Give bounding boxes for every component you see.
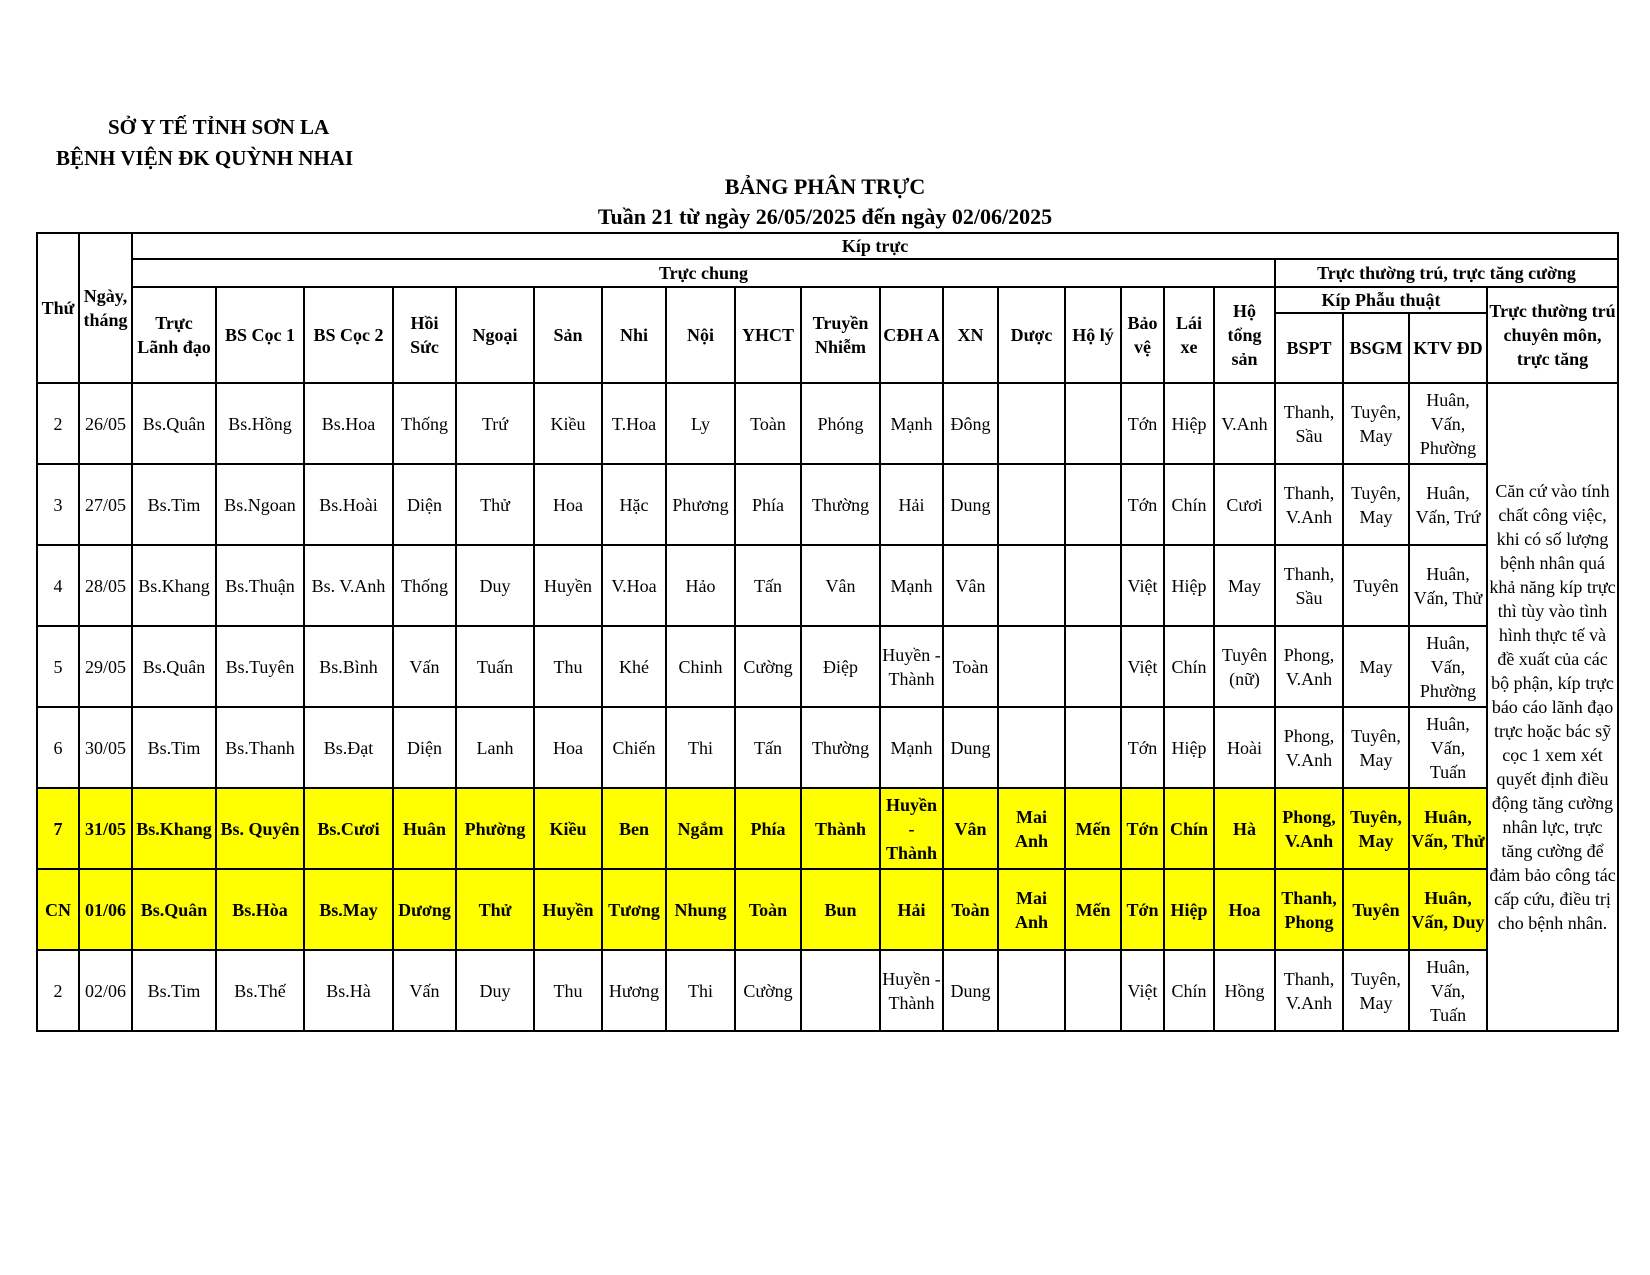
duty-cell: Bs.Hoài bbox=[304, 464, 393, 545]
table-row bbox=[37, 869, 1618, 950]
duty-cell: Mạnh bbox=[880, 707, 943, 788]
duty-cell: Thử bbox=[456, 464, 534, 545]
column-header: YHCT bbox=[735, 287, 801, 383]
day-of-week-cell: 5 bbox=[37, 626, 79, 707]
duty-cell: Huân, Vấn, Thử bbox=[1409, 788, 1487, 869]
column-header: Hồi Sức bbox=[393, 287, 456, 383]
org-line-1: SỞ Y TẾ TỈNH SƠN LA bbox=[108, 115, 330, 139]
duty-cell: Chín bbox=[1164, 950, 1214, 1031]
duty-cell bbox=[1065, 707, 1121, 788]
duty-cell: Thi bbox=[666, 707, 735, 788]
duty-cell: Vấn bbox=[393, 950, 456, 1031]
duty-cell: Bs.Quân bbox=[132, 383, 216, 464]
duty-cell: V.Anh bbox=[1214, 383, 1275, 464]
duty-cell: Bs.Khang bbox=[132, 545, 216, 626]
duty-cell: Thanh, Phong bbox=[1275, 869, 1343, 950]
duty-cell: Mạnh bbox=[880, 545, 943, 626]
duty-cell: Tương bbox=[602, 869, 666, 950]
duty-cell: Huyền - Thành bbox=[880, 788, 943, 869]
header-ngay: Ngày, tháng bbox=[79, 233, 132, 383]
duty-cell: Thanh, Sầu bbox=[1275, 383, 1343, 464]
duty-cell bbox=[1065, 545, 1121, 626]
duty-cell: Huyền -Thành bbox=[880, 626, 943, 707]
duty-cell: Toàn bbox=[943, 869, 998, 950]
duty-cell: Huân, Vấn, Tuấn bbox=[1409, 707, 1487, 788]
duty-cell: Bs.Tim bbox=[132, 707, 216, 788]
column-header: CĐH A bbox=[880, 287, 943, 383]
duty-cell: Chín bbox=[1164, 626, 1214, 707]
duty-cell: Phong, V.Anh bbox=[1275, 707, 1343, 788]
duty-cell: Cươi bbox=[1214, 464, 1275, 545]
duty-cell: Việt bbox=[1121, 950, 1164, 1031]
duty-cell: Phương bbox=[666, 464, 735, 545]
duty-cell: Cường bbox=[735, 950, 801, 1031]
duty-cell: Vân bbox=[801, 545, 880, 626]
duty-cell: Hà bbox=[1214, 788, 1275, 869]
duty-cell: Thống bbox=[393, 383, 456, 464]
duty-cell: Tớn bbox=[1121, 464, 1164, 545]
duty-cell: Tớn bbox=[1121, 788, 1164, 869]
duty-cell: Tớn bbox=[1121, 869, 1164, 950]
column-header: Dược bbox=[998, 287, 1065, 383]
table-row bbox=[37, 464, 1618, 545]
column-header: Truyền Nhiễm bbox=[801, 287, 880, 383]
day-of-week-cell: 6 bbox=[37, 707, 79, 788]
duty-cell: Hiệp bbox=[1164, 707, 1214, 788]
duty-cell: Dung bbox=[943, 950, 998, 1031]
duty-cell bbox=[998, 464, 1065, 545]
duty-cell bbox=[998, 545, 1065, 626]
duty-cell: Tuyên, May bbox=[1343, 383, 1409, 464]
duty-cell: Việt bbox=[1121, 626, 1164, 707]
duty-cell: Ly bbox=[666, 383, 735, 464]
duty-cell: Chín bbox=[1164, 464, 1214, 545]
day-of-week-cell: 2 bbox=[37, 383, 79, 464]
duty-cell: Thường bbox=[801, 464, 880, 545]
duty-cell: Phía bbox=[735, 788, 801, 869]
duty-cell: Bun bbox=[801, 869, 880, 950]
duty-cell: Phong, V.Anh bbox=[1275, 626, 1343, 707]
duty-cell: Khé bbox=[602, 626, 666, 707]
date-cell: 02/06 bbox=[79, 950, 132, 1031]
duty-cell: Vân bbox=[943, 545, 998, 626]
table-row bbox=[37, 788, 1618, 869]
duty-cell: Mến bbox=[1065, 788, 1121, 869]
column-header: Nhi bbox=[602, 287, 666, 383]
duty-cell: Toàn bbox=[735, 869, 801, 950]
duty-cell: Tuyên, May bbox=[1343, 464, 1409, 545]
duty-cell: Bs.Thanh bbox=[216, 707, 304, 788]
day-of-week-cell: CN bbox=[37, 869, 79, 950]
duty-cell: Bs.Thế bbox=[216, 950, 304, 1031]
duty-cell: Huân, Vấn, Thử bbox=[1409, 545, 1487, 626]
duty-cell: Bs.May bbox=[304, 869, 393, 950]
duty-cell: Hiệp bbox=[1164, 383, 1214, 464]
duty-cell: Bs.Hồng bbox=[216, 383, 304, 464]
duty-cell: Thanh, V.Anh bbox=[1275, 950, 1343, 1031]
duty-cell: Hoài bbox=[1214, 707, 1275, 788]
duty-cell: Huân, Vấn, Tuấn bbox=[1409, 950, 1487, 1031]
duty-cell: Thường bbox=[801, 707, 880, 788]
duty-cell: Tuyên (nữ) bbox=[1214, 626, 1275, 707]
duty-cell: Cường bbox=[735, 626, 801, 707]
duty-cell bbox=[1065, 626, 1121, 707]
duty-cell: Thanh, V.Anh bbox=[1275, 464, 1343, 545]
column-header: Trực Lãnh đạo bbox=[132, 287, 216, 383]
column-header: BS Cọc 2 bbox=[304, 287, 393, 383]
duty-cell: Mai Anh bbox=[998, 869, 1065, 950]
duty-cell: Hương bbox=[602, 950, 666, 1031]
duty-cell: Huyền bbox=[534, 869, 602, 950]
duty-cell: T.Hoa bbox=[602, 383, 666, 464]
duty-cell: Huân bbox=[393, 788, 456, 869]
duty-cell: Huyền -Thành bbox=[880, 950, 943, 1031]
duty-cell: Bs.Quân bbox=[132, 869, 216, 950]
duty-cell: Huân, Vấn, Phường bbox=[1409, 383, 1487, 464]
duty-cell: Mạnh bbox=[880, 383, 943, 464]
duty-cell: Hiệp bbox=[1164, 869, 1214, 950]
duty-cell: Vấn bbox=[393, 626, 456, 707]
duty-cell: Bs.Cươi bbox=[304, 788, 393, 869]
duty-cell: Huân, Vấn, Duy bbox=[1409, 869, 1487, 950]
duty-cell: Bs.Tim bbox=[132, 464, 216, 545]
column-header: Hộ lý bbox=[1065, 287, 1121, 383]
duty-cell: Tuấn bbox=[456, 626, 534, 707]
duty-cell: Tấn bbox=[735, 707, 801, 788]
duty-cell: Duy bbox=[456, 950, 534, 1031]
duty-cell: Việt bbox=[1121, 545, 1164, 626]
duty-cell: Thu bbox=[534, 950, 602, 1031]
header-kip-truc: Kíp trực bbox=[132, 233, 1618, 259]
duty-cell: Kiều bbox=[534, 788, 602, 869]
duty-cell: Hặc bbox=[602, 464, 666, 545]
duty-cell bbox=[1065, 464, 1121, 545]
duty-cell: Dung bbox=[943, 707, 998, 788]
duty-cell: Thu bbox=[534, 626, 602, 707]
duty-cell bbox=[998, 707, 1065, 788]
duty-cell: Hồng bbox=[1214, 950, 1275, 1031]
duty-cell: Hoa bbox=[1214, 869, 1275, 950]
duty-cell: Ben bbox=[602, 788, 666, 869]
duty-cell bbox=[1065, 950, 1121, 1031]
duty-cell: Dung bbox=[943, 464, 998, 545]
duty-cell: Dương bbox=[393, 869, 456, 950]
duty-cell: May bbox=[1214, 545, 1275, 626]
duty-cell: Trứ bbox=[456, 383, 534, 464]
org-line-2: BỆNH VIỆN ĐK QUỲNH NHAI bbox=[56, 146, 354, 170]
column-header: BS Cọc 1 bbox=[216, 287, 304, 383]
roster-body bbox=[37, 233, 1618, 1031]
duty-cell: Tuyên, May bbox=[1343, 707, 1409, 788]
date-cell: 31/05 bbox=[79, 788, 132, 869]
header-thu: Thứ bbox=[37, 233, 79, 383]
duty-cell: Huyền bbox=[534, 545, 602, 626]
duty-cell: Chiến bbox=[602, 707, 666, 788]
duty-cell: Hoa bbox=[534, 707, 602, 788]
duty-cell bbox=[998, 950, 1065, 1031]
duty-cell: Tuyên bbox=[1343, 869, 1409, 950]
duty-cell: Điệp bbox=[801, 626, 880, 707]
table-row bbox=[37, 707, 1618, 788]
duty-cell: Huân, Vấn, Trứ bbox=[1409, 464, 1487, 545]
duty-cell: Tuyên bbox=[1343, 545, 1409, 626]
duty-cell: Huân, Vấn, Phường bbox=[1409, 626, 1487, 707]
table-row bbox=[37, 626, 1618, 707]
duty-cell: Toàn bbox=[943, 626, 998, 707]
day-of-week-cell: 3 bbox=[37, 464, 79, 545]
duty-cell: Diện bbox=[393, 464, 456, 545]
duty-cell: Hảo bbox=[666, 545, 735, 626]
duty-cell: Hiệp bbox=[1164, 545, 1214, 626]
duty-cell: Chinh bbox=[666, 626, 735, 707]
duty-cell bbox=[1065, 383, 1121, 464]
duty-cell: Bs.Quân bbox=[132, 626, 216, 707]
duty-cell: Tuyên, May bbox=[1343, 788, 1409, 869]
date-cell: 01/06 bbox=[79, 869, 132, 950]
document-subtitle: Tuần 21 từ ngày 26/05/2025 đến ngày 02/06/2025 bbox=[597, 204, 1053, 229]
duty-cell: Duy bbox=[456, 545, 534, 626]
date-cell: 30/05 bbox=[79, 707, 132, 788]
header-kip-phau-thuat: Kíp Phẫu thuật bbox=[1275, 287, 1487, 313]
table-row bbox=[37, 950, 1618, 1031]
date-cell: 26/05 bbox=[79, 383, 132, 464]
duty-cell: Toàn bbox=[735, 383, 801, 464]
day-of-week-cell: 2 bbox=[37, 950, 79, 1031]
date-cell: 27/05 bbox=[79, 464, 132, 545]
duty-cell: Ngắm bbox=[666, 788, 735, 869]
duty-cell: Bs. V.Anh bbox=[304, 545, 393, 626]
duty-cell: Bs.Đạt bbox=[304, 707, 393, 788]
duty-cell: Lanh bbox=[456, 707, 534, 788]
duty-cell: Phía bbox=[735, 464, 801, 545]
duty-cell: Bs.Hoa bbox=[304, 383, 393, 464]
duty-cell: Bs.Hòa bbox=[216, 869, 304, 950]
duty-cell: Hải bbox=[880, 869, 943, 950]
duty-cell bbox=[801, 950, 880, 1031]
day-of-week-cell: 4 bbox=[37, 545, 79, 626]
duty-cell: Tuyên, May bbox=[1343, 950, 1409, 1031]
duty-cell: Bs.Tim bbox=[132, 950, 216, 1031]
table-row bbox=[37, 383, 1618, 464]
duty-cell: Tấn bbox=[735, 545, 801, 626]
column-header: Nội bbox=[666, 287, 735, 383]
duty-cell: Bs.Ngoan bbox=[216, 464, 304, 545]
duty-cell: Hải bbox=[880, 464, 943, 545]
header-note-column: Trực thường trú chuyên môn, trực tăng bbox=[1487, 287, 1618, 383]
duty-cell: Mến bbox=[1065, 869, 1121, 950]
date-cell: 29/05 bbox=[79, 626, 132, 707]
note-cell: Căn cứ vào tính chất công việc, khi có số lượng bệnh nhân quá khả năng kíp trực thì tùy vào tình hình thực tế và đề xuất của các bộ phận, kíp trực báo cáo lãnh đạo trực hoặc bác sỹ cọc 1 xem xét quyết định điều động tăng cường nhân lực, trực tăng cường để đảm bảo công tác cấp cứu, điều trị cho bệnh nhân. bbox=[1487, 383, 1618, 1031]
duty-cell: Hoa bbox=[534, 464, 602, 545]
duty-cell: May bbox=[1343, 626, 1409, 707]
duty-cell: Bs.Hà bbox=[304, 950, 393, 1031]
table-row bbox=[37, 545, 1618, 626]
duty-cell: Kiều bbox=[534, 383, 602, 464]
surgery-column-header: BSPT bbox=[1275, 313, 1343, 383]
day-of-week-cell: 7 bbox=[37, 788, 79, 869]
duty-cell: Bs.Bình bbox=[304, 626, 393, 707]
header-truc-chung: Trực chung bbox=[132, 259, 1275, 287]
duty-cell: Chín bbox=[1164, 788, 1214, 869]
column-header: Bảo vệ bbox=[1121, 287, 1164, 383]
column-header: Lái xe bbox=[1164, 287, 1214, 383]
header-truc-thuong-tru: Trực thường trú, trực tăng cường bbox=[1275, 259, 1618, 287]
duty-cell: Thanh, Sầu bbox=[1275, 545, 1343, 626]
duty-roster-table bbox=[36, 232, 1619, 1032]
duty-cell: Thử bbox=[456, 869, 534, 950]
duty-cell: Nhung bbox=[666, 869, 735, 950]
duty-cell: V.Hoa bbox=[602, 545, 666, 626]
duty-cell: Phường bbox=[456, 788, 534, 869]
duty-cell: Đông bbox=[943, 383, 998, 464]
column-header: XN bbox=[943, 287, 998, 383]
duty-cell: Mai Anh bbox=[998, 788, 1065, 869]
duty-cell: Thi bbox=[666, 950, 735, 1031]
duty-cell: Bs.Tuyên bbox=[216, 626, 304, 707]
surgery-column-header: KTV ĐD bbox=[1409, 313, 1487, 383]
duty-cell: Bs.Thuận bbox=[216, 545, 304, 626]
column-header: Ngoại bbox=[456, 287, 534, 383]
duty-cell: Bs. Quyên bbox=[216, 788, 304, 869]
duty-cell: Phong, V.Anh bbox=[1275, 788, 1343, 869]
surgery-column-header: BSGM bbox=[1343, 313, 1409, 383]
document-title: BẢNG PHÂN TRỰC bbox=[724, 174, 926, 199]
column-header: Sản bbox=[534, 287, 602, 383]
duty-cell: Tớn bbox=[1121, 383, 1164, 464]
duty-cell bbox=[998, 626, 1065, 707]
duty-cell: Tớn bbox=[1121, 707, 1164, 788]
column-header: Hộ tổng sản bbox=[1214, 287, 1275, 383]
duty-cell: Phóng bbox=[801, 383, 880, 464]
duty-cell: Thành bbox=[801, 788, 880, 869]
date-cell: 28/05 bbox=[79, 545, 132, 626]
duty-cell: Bs.Khang bbox=[132, 788, 216, 869]
duty-cell: Diện bbox=[393, 707, 456, 788]
duty-cell: Vân bbox=[943, 788, 998, 869]
duty-cell bbox=[998, 383, 1065, 464]
duty-cell: Thống bbox=[393, 545, 456, 626]
